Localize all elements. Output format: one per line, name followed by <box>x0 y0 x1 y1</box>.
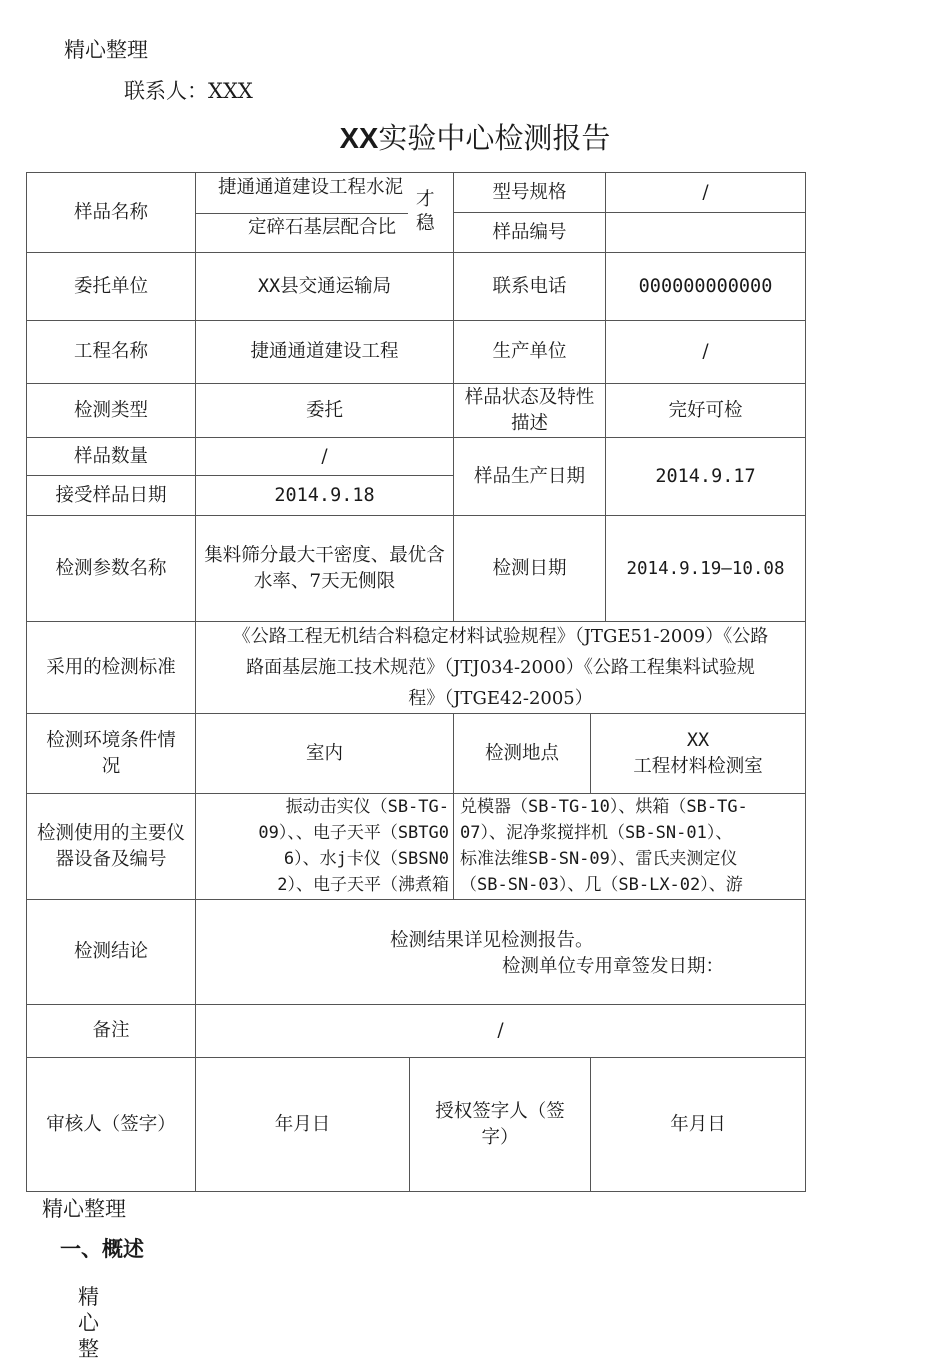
label-production-date: 样品生产日期 <box>453 437 606 516</box>
label-phone: 联系电话 <box>453 252 606 321</box>
value-remarks: / <box>195 1004 806 1058</box>
title-main: 实验中心检测报告 <box>378 121 611 155</box>
vertical-watermark: 精心整 <box>78 1285 99 1361</box>
value-project: 捷通通道建设工程 <box>195 320 454 384</box>
value-sample-state: 完好可检 <box>605 383 806 438</box>
label-client: 委托单位 <box>26 252 196 321</box>
value-production-date: 2014.9.17 <box>605 437 806 516</box>
value-phone: 000000000000 <box>605 252 806 321</box>
value-standards <box>195 621 806 714</box>
value-receive-date: 2014.9.18 <box>195 475 454 516</box>
label-sample-no: 样品编号 <box>453 212 606 253</box>
location-line1: XX <box>686 729 710 751</box>
equipment-left-3: 6）、水j卡仪（SBSN0 <box>283 849 449 869</box>
sample-name-side-char1: 才 <box>416 189 435 210</box>
section-heading: 一、概述 <box>60 1238 144 1261</box>
label-params: 检测参数名称 <box>26 515 196 622</box>
value-reviewer-date: 年月日 <box>195 1057 410 1192</box>
equipment-left-2: 09）、、电子天平（SBTG0 <box>258 823 449 843</box>
value-sample-qty: / <box>195 437 454 476</box>
value-environment: 室内 <box>195 713 454 794</box>
report-title <box>0 116 950 157</box>
value-signer-date: 年月日 <box>590 1057 806 1192</box>
standards-line3: 程》（JTGE42-2005） <box>408 688 593 709</box>
label-model-spec: 型号规格 <box>453 172 606 213</box>
equipment-left-4: 2）、电子天平（沸煮箱 <box>277 875 449 895</box>
label-standards: 采用的检测标准 <box>26 621 196 714</box>
label-signer: 授权签字人（签字） <box>409 1057 591 1192</box>
label-conclusion: 检测结论 <box>26 899 196 1005</box>
label-location: 检测地点 <box>453 713 591 794</box>
equipment-left-1: 振动击实仪（SB-TG- <box>285 797 449 817</box>
label-sample-qty: 样品数量 <box>26 437 196 476</box>
label-test-type: 检测类型 <box>26 383 196 438</box>
value-equipment-right <box>453 793 806 900</box>
report-table <box>26 172 806 1192</box>
value-location <box>590 713 806 794</box>
contact-line: 联系人：XXX <box>124 79 253 103</box>
value-equipment-left <box>195 793 454 900</box>
label-producer: 生产单位 <box>453 320 606 384</box>
value-params: 集料筛分最大干密度、最优含水率、7天无侧限 <box>195 515 454 622</box>
equipment-right-1: 兑模器（SB-TG-10）、烘箱（SB-TG- <box>460 797 748 817</box>
value-conclusion <box>195 899 806 1005</box>
header-watermark: 精心整理 <box>64 38 148 62</box>
equipment-right-2: 07）、泥净浆搅拌机（SB-SN-01）、 <box>460 823 733 843</box>
value-producer: / <box>605 320 806 384</box>
label-equipment: 检测使用的主要仪器设备及编号 <box>26 793 196 900</box>
equipment-right-4: （SB-SN-03）、几（SB-LX-02）、游 <box>460 875 743 895</box>
label-test-date: 检测日期 <box>453 515 606 622</box>
equipment-right-3: 标准法维SB-SN-09）、雷氏夹测定仪 <box>460 849 738 869</box>
title-prefix: XX <box>339 123 379 155</box>
value-sample-name <box>195 172 454 253</box>
label-project: 工程名称 <box>26 320 196 384</box>
sample-name-side-char2: 稳 <box>416 213 435 234</box>
sample-name-line1: 捷通通道建设工程水泥 <box>218 177 404 198</box>
label-reviewer: 审核人（签字） <box>26 1057 196 1192</box>
location-line2: 工程材料检测室 <box>633 755 763 777</box>
value-sample-no <box>605 212 806 253</box>
standards-line1: 《公路工程无机结合料稳定材料试验规程》（JTGE51-2009）《公路 <box>232 626 769 647</box>
label-sample-state: 样品状态及特性描述 <box>453 383 606 438</box>
sample-name-line2: 定碎石基层配合比 <box>248 217 397 238</box>
conclusion-line1: 检测结果详见检测报告。 <box>390 930 594 951</box>
conclusion-line2: 检测单位专用章签发日期： <box>502 956 725 977</box>
value-test-type: 委托 <box>195 383 454 438</box>
value-client: XX县交通运输局 <box>195 252 454 321</box>
standards-line2: 路面基层施工技术规范》（JTJ034-2000）《公路工程集料试验规 <box>246 657 755 678</box>
label-environment: 检测环境条件情况 <box>26 713 196 794</box>
footer-watermark: 精心整理 <box>42 1197 126 1221</box>
value-test-date: 2014.9.19—10.08 <box>605 515 806 622</box>
value-model-spec: / <box>605 172 806 213</box>
sample-name-inner-line <box>196 213 408 214</box>
label-remarks: 备注 <box>26 1004 196 1058</box>
label-receive-date: 接受样品日期 <box>26 475 196 516</box>
label-sample-name: 样品名称 <box>26 172 196 253</box>
